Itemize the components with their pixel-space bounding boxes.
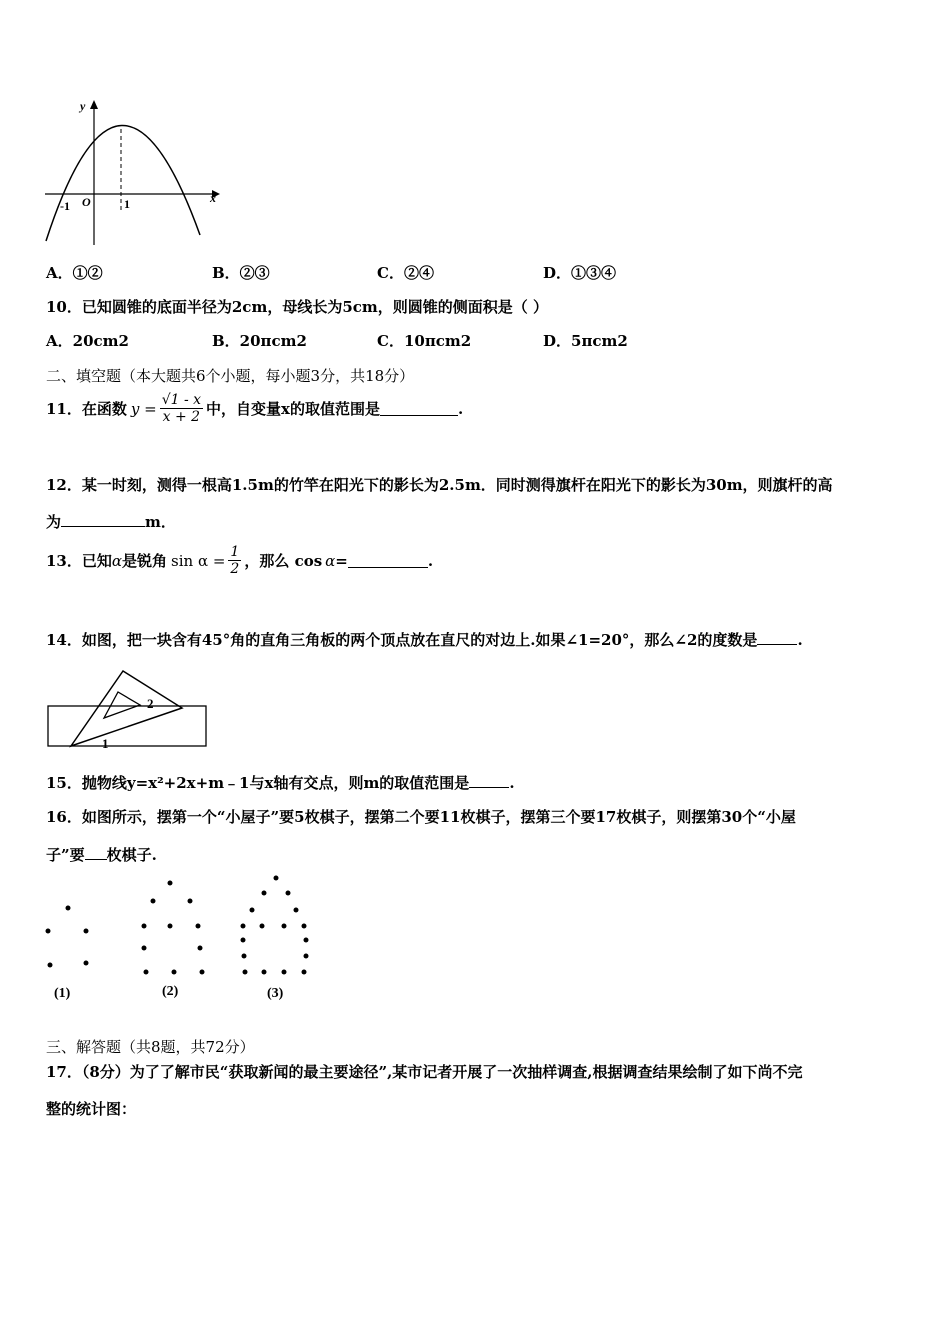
triangle-outer (71, 671, 182, 746)
option-c[interactable]: C．10πcm2 (377, 332, 472, 350)
q16-line1: 16．如图所示，摆第一个“小屋子”要5枚棋子，摆第二个要11枚棋子，摆第三个要17枚棋子，则摆第30个“小屋 (46, 808, 796, 826)
origin-label: O (82, 195, 91, 209)
caption-3: (3) (267, 986, 284, 1001)
q13-alpha2: α (325, 551, 336, 570)
q13-answer-blank[interactable] (348, 553, 428, 568)
house-1 (46, 906, 89, 968)
angle-1-label: 1 (102, 736, 109, 751)
q11 (46, 392, 463, 425)
y-axis-arrow-icon (90, 100, 98, 109)
parabola-curve (46, 125, 200, 241)
q13-numerator: 1 (230, 544, 240, 560)
q13-denominator: 2 (230, 561, 240, 577)
q12-line2 (46, 511, 176, 532)
q13 (46, 544, 433, 577)
q17-line1: 17．（8分）为了了解市民“获取新闻的最主要途径”,某市记者开展了一次抽样调查,根据调查结果绘制了如下尚不完 (46, 1063, 803, 1081)
q11-y-eq: y = (130, 399, 157, 418)
option-a[interactable]: A．①② (46, 264, 103, 282)
house-2 (142, 881, 205, 975)
q11-denominator: x + 2 (162, 409, 201, 425)
q11-fraction (160, 392, 203, 425)
option-d[interactable]: D．①③④ (543, 264, 617, 282)
q10-stem: 10．已知圆锥的底面半径为2cm，母线长为5cm，则圆锥的侧面积是（ ） (46, 298, 548, 316)
q13-mid: 是锐角 (122, 552, 168, 570)
x-axis-label: x (210, 191, 216, 205)
triangle-inner (104, 692, 140, 718)
option-b[interactable]: B．20πcm2 (212, 332, 307, 350)
parabola-graph (40, 95, 230, 255)
q11-answer-blank[interactable] (380, 401, 458, 416)
q12-prefix: 为 (46, 513, 62, 531)
y-axis-label: y (80, 99, 86, 113)
q16-line2 (46, 844, 157, 865)
q11-numerator: √1 - x (161, 392, 202, 408)
q15-text: 15．抛物线y=x²+2x+m﹣1与x轴有交点，则m的取值范围是 (46, 774, 470, 792)
q15 (46, 772, 515, 793)
q16-suffix: 枚棋子. (106, 846, 157, 864)
q11-end: . (458, 399, 464, 418)
q13-prefix: 13．已知 (46, 552, 112, 570)
q13-fraction (228, 544, 241, 577)
q12-line1: 12．某一时刻，测得一根高1.5m的竹竿在阳光下的影长为2.5m．同时测得旗杆在阳光下的影长为30m，则旗杆的高 (46, 476, 833, 494)
ruler-triangle-figure (44, 668, 214, 752)
option-a[interactable]: A．20cm2 (46, 332, 129, 350)
q15-answer-blank[interactable] (469, 773, 509, 788)
q13-end: . (427, 551, 434, 570)
house-pattern-figure (40, 868, 330, 1008)
q14 (46, 629, 803, 650)
q13-alpha: α (111, 551, 123, 570)
q13-then: ，那么 cos (244, 552, 323, 570)
q13-sin: sin α = (171, 551, 226, 570)
q14-end: . (797, 631, 803, 649)
q12-answer-blank[interactable] (61, 512, 145, 527)
q17-line2: 整的统计图： (46, 1100, 137, 1118)
q11-prefix: 11．在函数 (46, 400, 127, 418)
q13-eq: = (335, 551, 348, 570)
q14-text: 14．如图，把一块含有45°角的直角三角板的两个顶点放在直尺的对边上.如果∠1=20°，那么∠2的度数是 (46, 631, 758, 649)
caption-2: (2) (162, 984, 179, 999)
q12-suffix: m． (145, 513, 176, 531)
q15-end: . (509, 774, 515, 792)
q16-prefix: 子”要 (46, 846, 85, 864)
ruler (48, 706, 206, 746)
house-3 (241, 876, 309, 975)
angle-2-label: 2 (147, 696, 154, 711)
q14-answer-blank[interactable] (757, 630, 797, 645)
q16-answer-blank[interactable] (85, 845, 107, 860)
tick-neg-one: -1 (60, 199, 70, 213)
section-2-title: 二、填空题（本大题共6个小题，每小题3分，共18分） (46, 367, 415, 385)
option-b[interactable]: B．②③ (212, 264, 270, 282)
section-3-title: 三、解答题（共8题，共72分） (46, 1038, 255, 1056)
tick-one: 1 (124, 197, 130, 211)
caption-1: (1) (54, 986, 71, 1001)
option-c[interactable]: C．②④ (377, 264, 434, 282)
option-d[interactable]: D．5πcm2 (543, 332, 628, 350)
q11-suffix: 中，自变量x的取值范围是 (206, 400, 380, 418)
